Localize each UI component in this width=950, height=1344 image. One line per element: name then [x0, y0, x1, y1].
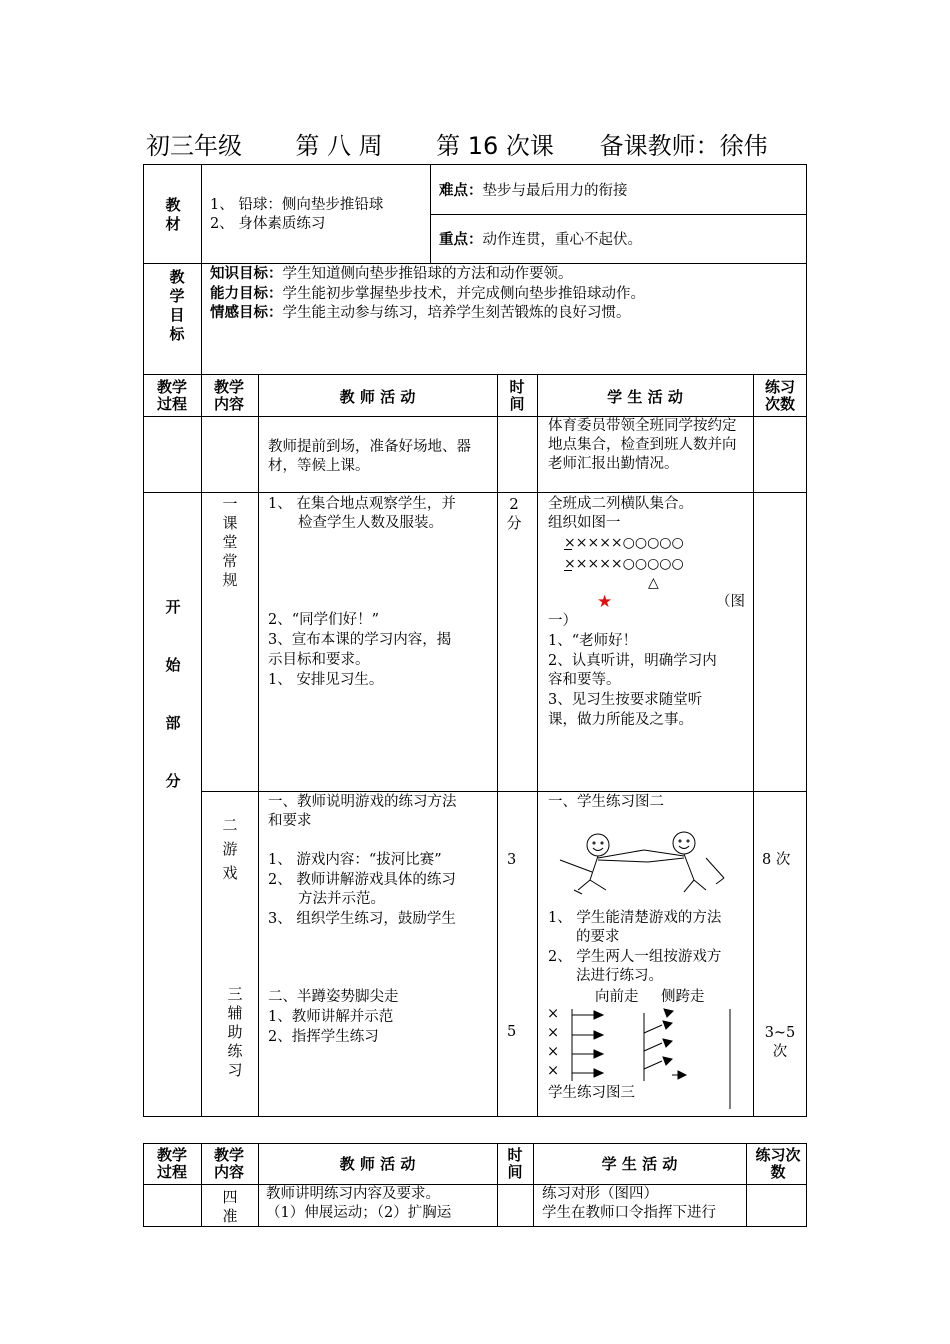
warmup-content: 四准 [222, 1188, 238, 1225]
cross-mark: × [547, 1006, 560, 1022]
col-student: 学 生 活 动 [607, 388, 683, 406]
game-student-line: 法进行练习。 [576, 968, 663, 984]
week: 第 八 周 [295, 132, 383, 160]
game-teacher-line: 1、 游戏内容：“拔河比赛” [268, 852, 442, 868]
tug-of-war-figure [556, 828, 746, 898]
col-teacher: 教 师 活 动 [339, 388, 416, 406]
game-teacher-line: 3、 组织学生练习，鼓励学生 [268, 911, 456, 927]
cross-mark: × [547, 1044, 560, 1060]
forward-walk-label: 向前走 [595, 989, 639, 1005]
game-teacher-line: 和要求 [268, 813, 312, 829]
side-walk-label: 侧跨走 [661, 989, 705, 1005]
teacher-triangle: △ [648, 575, 659, 591]
game-count: 8 次 [762, 852, 791, 868]
game-teacher-line: 一、教师说明游戏的练习方法 [268, 794, 457, 810]
knowledge-label: 知识目标： [210, 266, 283, 282]
routine-teacher-line: 1、 在集合地点观察学生，并 [268, 496, 456, 512]
drill-teacher-line: 1、教师讲解并示范 [268, 1009, 394, 1025]
ability-text: 学生能初步掌握垫步技术，并完成侧向垫步推铅球动作。 [282, 286, 645, 302]
drill-teacher-line: 二、半蹲姿势脚尖走 [268, 989, 399, 1005]
star-icon: ★ [597, 592, 613, 612]
game-student-line: 的要求 [576, 929, 620, 945]
game-teacher-line: 方法并示范。 [298, 891, 385, 907]
drill-time: 5 [507, 1024, 517, 1040]
col-time: 时间 [507, 1146, 523, 1181]
game-teacher-line: 2、 教师讲解游戏具体的练习 [268, 872, 456, 888]
drill-teacher-line: 2、指挥学生练习 [268, 1029, 379, 1045]
routine-teacher-line: 检查学生人数及服装。 [298, 515, 443, 531]
routine-student-line: 2、认真听讲，明确学习内 [548, 653, 717, 669]
key-row [439, 231, 642, 250]
grade: 初三年级 [146, 132, 242, 160]
routine-time: 2分 [506, 495, 522, 532]
emotion-text: 学生能主动参与练习，培养学生刻苦锻炼的良好习惯。 [282, 305, 631, 321]
material-item: 1、 铅球：侧向垫步推铅球 [210, 197, 384, 213]
ability-row [210, 285, 645, 304]
col-count: 练习次数 [755, 1146, 801, 1181]
difficulty-text: 垫步与最后用力的衔接 [482, 183, 628, 199]
routine-content: 一课堂常规 [222, 495, 238, 589]
col-process: 教学过程 [156, 1146, 187, 1181]
preclass-teacher: 教师提前到场，准备好场地、器材，等候上课。 [268, 439, 471, 474]
game-time: 3 [507, 852, 517, 868]
routine-student-line: 3、见习生按要求随堂听 [548, 692, 703, 708]
warmup-student-line: 练习对形（图四） [542, 1186, 658, 1202]
routine-student-line: 课，做力所能及之事。 [548, 712, 693, 728]
teacher-name: 备课教师：徐伟 [599, 132, 768, 160]
warmup-student-line: 学生在教师口令指挥下进行 [542, 1205, 716, 1221]
routine-student-line: 1、“老师好！ [548, 633, 638, 649]
key-label: 重点： [439, 232, 483, 248]
col-teacher: 教 师 活 动 [339, 1155, 416, 1173]
col-content: 教学内容 [213, 1146, 244, 1181]
formation-row: ×××××○○○○○ [564, 535, 684, 551]
col-time: 时间 [509, 378, 525, 413]
emotion-row [210, 304, 631, 323]
routine-student-line: 容和要等。 [548, 672, 621, 688]
warmup-teacher-line: 教师讲明练习内容及要求。 [266, 1186, 440, 1202]
difficulty-row [439, 182, 628, 201]
col-content: 教学内容 [213, 378, 244, 413]
routine-teacher-line: 1、 安排见习生。 [268, 672, 384, 688]
material-label: 教材 [165, 196, 181, 233]
lesson-number: 第 16 次课 [436, 132, 554, 160]
knowledge-text: 学生知道侧向垫步推铅球的方法和动作要领。 [282, 266, 573, 282]
routine-student-line: 全班成二列横队集合。 [548, 496, 693, 512]
col-student: 学 生 活 动 [601, 1155, 678, 1173]
game-content: 二游戏 [222, 816, 238, 882]
routine-student-line: 组织如图一 [548, 515, 621, 531]
warmup-teacher-line: （1）伸展运动；（2）扩胸运 [266, 1205, 452, 1221]
cross-mark: × [547, 1025, 560, 1041]
game-student-line: 2、 学生两人一组按游戏方 [548, 949, 722, 965]
ability-label: 能力目标： [210, 286, 283, 302]
game-student-line: 一、学生练习图二 [548, 794, 664, 810]
drill-count: 3~5次 [764, 1025, 796, 1060]
preclass-student: 体育委员带领全班同学按约定地点集合，检查到班人数并向老师汇报出勤情况。 [548, 418, 737, 472]
formation-row: ×××××○○○○○ [564, 556, 684, 572]
fig1-caption: 一） [548, 613, 577, 629]
difficulty-label: 难点： [439, 183, 483, 199]
fig3-caption: 学生练习图三 [548, 1085, 635, 1101]
objectives-label: 教学目标 [169, 268, 185, 343]
knowledge-row [210, 265, 573, 284]
emotion-label: 情感目标： [210, 305, 283, 321]
routine-teacher-line: 2、“同学们好！” [268, 612, 380, 628]
lesson-header [146, 126, 768, 161]
key-text: 动作连贯，重心不起伏。 [482, 232, 642, 248]
game-student-line: 1、 学生能清楚游戏的方法 [548, 910, 722, 926]
routine-teacher-line: 3、宣布本课的学习内容，揭 [268, 632, 452, 648]
col-process: 教学过程 [156, 378, 187, 413]
routine-teacher-line: 示目标和要求。 [268, 652, 370, 668]
col-count: 练习次数 [764, 378, 795, 413]
material-item: 2、 身体素质练习 [210, 216, 326, 232]
drill-content: 三辅助练习 [227, 985, 243, 1079]
cross-mark: × [547, 1063, 560, 1079]
start-section-label: 开始部分 [165, 598, 181, 790]
fig1-caption: （图 [716, 594, 745, 610]
